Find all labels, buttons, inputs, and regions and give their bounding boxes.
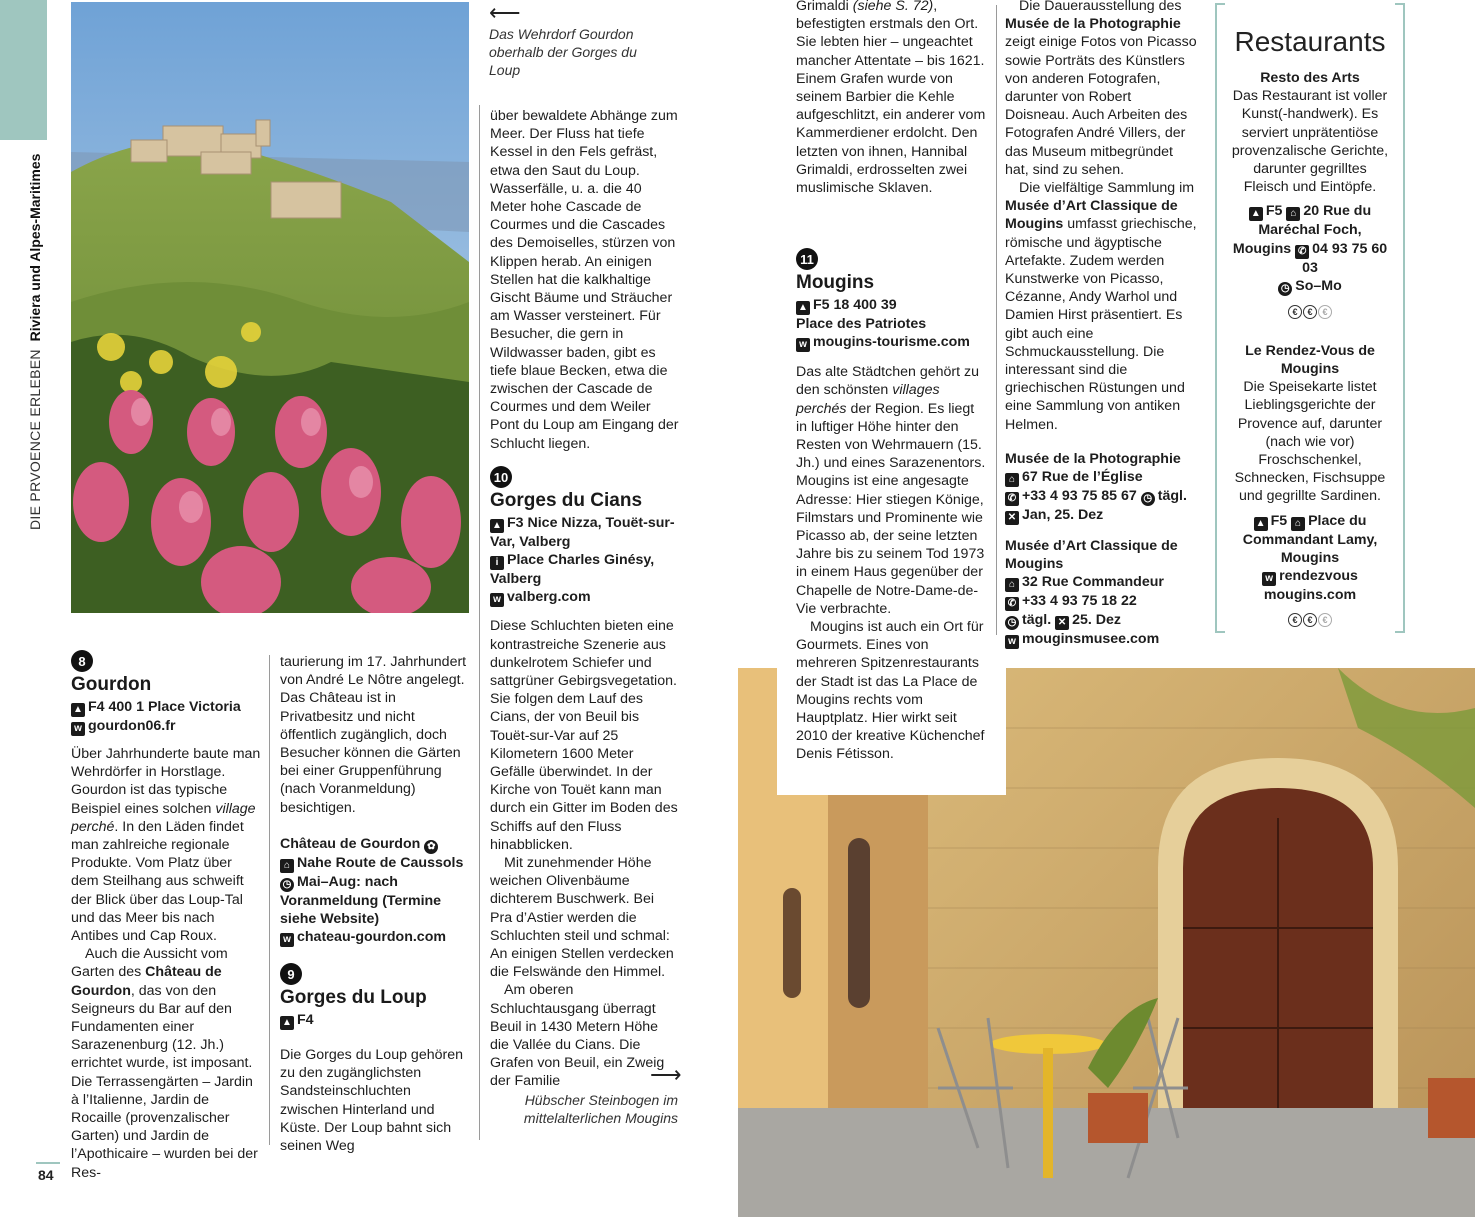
mougins-body: Das alte Städtchen gehört zu den schönsten villages perchés der Region. Es liegt in luftiger Höhe hinter den Resten von Wehrmauern (15. Jh.) und eines Sarazenentors. Mougins ist eine angesagte Adresse: Hier stiegen Könige, Filmstars und Prominente wie Picasso ab, der seine letzten Jahre bis zu seinem Tod 1973 in einem Haus gegenüber der Chapelle de Notre-Dame-de-Vie verbrachte. Mougins ist auch ein Ort für Gourmets. Eines von mehreren Spitzenrestaurants der Stadt ist das La Place de Mougins rechts vom Hauptplatz. Hier wirkt seit 2010 der kreative Küchenchef Denis Fétisson. (796, 364, 986, 763)
sidebar-vertical-label (24, 150, 46, 530)
clock-icon: ◷ (1005, 616, 1019, 630)
mougins-title: Mougins (796, 272, 875, 293)
column-divider (269, 655, 270, 1145)
classique-museum-name: Musée d’Art Classique de Mougins (1005, 538, 1178, 573)
map-grid-icon: ▲ (71, 703, 85, 717)
gourdon-number-badge: 8 (71, 650, 93, 672)
gorges-loup-info: ▲ F4 (280, 1011, 470, 1030)
photo-museum-name: Musée de la Photographie (1005, 450, 1181, 467)
address-icon: ⌂ (1286, 207, 1300, 221)
restaurants-box-bottom-left (1215, 631, 1225, 633)
restaurants-title: Restaurants (1234, 26, 1386, 57)
closed-icon: ✕ (1055, 616, 1069, 630)
restaurant-item (1217, 69, 1403, 320)
address-icon: ⌂ (1291, 517, 1305, 531)
web-icon: w (796, 338, 810, 352)
sidebar-region-label: Riviera und Alpes-Maritimes (27, 153, 43, 342)
gorges-cians-body-end: Grimaldi (siehe S. 72), befestigten erstmals den Ort. Sie lebten hier – ungeachtet mancher Attentate – bis 1621. Einem Grafen wurde von seinem Barbier die Kehle aufgeschlitzt, ein anderer vom Kammerdiener erdolcht. Den letzten von ihnen, Hannibal Grimaldi, erdrosselten zwei muslimische Sklaven. (796, 0, 986, 197)
restaurant-name: Le Rendez-Vous de Mougins (1245, 342, 1375, 378)
map-grid-icon: ▲ (796, 301, 810, 315)
gorges-cians-body: Diese Schluchten bieten eine kontrastreiche Szenerie aus dunkelrotem Schiefer und sattgrüner Gebirgsvegetation. Sie folgen dem Lauf des Cians, der von Beuil bis Touët-sur-Var auf 25 Kilometern 1600 Meter Gefälle überwindet. In der Kirche von Touët kann man durch ein Gitter im Boden des Schiffs auf den Fluss hinabblicken. Mit zunehmender Höhe weichen Olivenbäume dichterem Buschwerk. Bei Pra d’Astier werden die Schluchten steil und schmal: An einigen Stellen verdecken die Felswände den Himmel. Am oberen Schluchtausgang überragt Beuil in 1430 Metern Höhe die Vallée du Cians. Die Grafen von Beuil, ein Zweig der Familie (490, 618, 678, 1090)
restaurants-box-bottom-right (1395, 631, 1405, 633)
gourdon-website[interactable]: gourdon06.fr (88, 718, 176, 734)
chateau-gourdon-info: Château de Gourdon ✿ ⌂ Nahe Route de Caussols ◷ Mai–Aug: nach Voranmeldung (Termine siehe Website) w chateau-gourdon.com (280, 835, 464, 946)
restaurant-desc: Das Restaurant ist voller Kunst(-handwerk). Es serviert unprätentiöse provenzalische Gerichte, darunter gegrilltes Fleisch und Eintöpfe. (1231, 88, 1389, 196)
mougins-entry (796, 248, 988, 764)
garden-icon: ✿ (424, 840, 438, 854)
gourdon-entry (71, 650, 261, 1182)
map-grid-icon: ▲ (280, 1016, 294, 1030)
restaurant-name: Resto des Arts (1260, 70, 1360, 86)
sidebar-accent-block (0, 0, 47, 140)
restaurant-desc: Die Speisekarte listet Lieblingsgerichte der Provence auf, darunter (nach wie vor) Froschschenkel, Schnecken, Fischsuppe und gegrillte Sardinen. (1234, 379, 1386, 505)
restaurants-box (1215, 3, 1405, 633)
classique-museum-website[interactable]: mouginsmusee.com (1022, 631, 1160, 648)
web-icon: w (490, 593, 504, 607)
phone-icon: ✆ (1005, 597, 1019, 611)
gorges-cians-info: ▲ F3 Nice Nizza, Touët-sur-Var, Valberg i Place Charles Ginésy, Valberg w valberg.com (490, 515, 675, 606)
euro-icon: € (1303, 613, 1317, 627)
mougins-website[interactable]: mougins-tourisme.com (813, 334, 970, 351)
mougins-number-badge: 11 (796, 248, 818, 270)
gorges-loup-title: Gorges du Loup (280, 987, 427, 1008)
info-icon: i (490, 556, 504, 570)
caption-gourdon: Das Wehrdorf Gourdon oberhalb der Gorges du Loup (489, 26, 637, 78)
clock-icon: ◷ (1141, 492, 1155, 506)
restaurants-box-top-left (1215, 3, 1225, 5)
mougins-museums (1005, 0, 1198, 649)
photo-museum-info: Musée de la Photographie ⌂ 67 Rue de l’Église ✆ +33 4 93 75 85 67 ◷ tägl. ✕ Jan, 25. Dez (1005, 450, 1198, 525)
gorges-cians-title: Gorges du Cians (490, 490, 643, 511)
euro-icon: € (1288, 613, 1302, 627)
gourdon-entry-col2 (280, 653, 470, 947)
gorges-cians-number-badge: 10 (490, 466, 512, 488)
restaurant-item (1217, 342, 1403, 628)
gorges-cians-entry (490, 466, 680, 1091)
closed-icon: ✕ (1005, 511, 1019, 525)
page-number: 84 (38, 1167, 54, 1183)
gorges-cians-website[interactable]: valberg.com (507, 589, 591, 606)
web-icon: w (1005, 635, 1019, 649)
caption-mougins: Hübscher Steinbogen im mittelalterlichen Mougins (523, 1092, 678, 1126)
map-grid-icon: ▲ (490, 519, 504, 533)
map-grid-icon: ▲ (1254, 517, 1268, 531)
restaurant-info: ▲ F5 ⌂ Place du Commandant Lamy, Mougins w rendezvous mougins.com (1242, 512, 1378, 604)
address-icon: ⌂ (1005, 578, 1019, 592)
web-icon: w (280, 933, 294, 947)
mougins-museums-text: Die Dauerausstellung des Musée de la Photographie zeigt einige Fotos von Picasso sowie Porträts des Künstlers von anderen Fotografen, darunter von Robert Doisneau. Auch Arbeiten des Fotografen André Villers, der das Museum mitbegründet hat, sind zu sehen. Die vielfältige Sammlung im Musée d’Art Classique de Mougins umfasst griechische, römische und ägyptische Artefakte. Zudem werden Kunstwerke von Picasso, Cézanne, Andy Warhol und Damien Hirst präsentiert. Es gibt auch eine Schmuckausstellung. Die interessant sind die griechischen Rüstungen und eine Sammlung von antiken Helmen. (1005, 0, 1197, 433)
euro-icon: € (1288, 305, 1302, 319)
gorges-loup-entry (280, 963, 470, 1155)
page-number-rule (36, 1162, 60, 1164)
classique-museum-info: Musée d’Art Classique de Mougins ⌂ 32 Rue Commandeur ✆ +33 4 93 75 18 22 ◷ tägl. ✕ 25. Dez w mouginsmusee.com (1005, 537, 1198, 649)
price-rating (1229, 302, 1391, 320)
phone-icon: ✆ (1005, 492, 1019, 506)
closed-icon: ◷ (1278, 282, 1292, 296)
restaurant-info: ▲ F5 ⌂ 20 Rue du Maréchal Foch, Mougins ✆ 04 93 75 60 03 ◷ So–Mo (1232, 203, 1388, 294)
map-grid-icon: ▲ (1249, 207, 1263, 221)
gourdon-info: ▲ F4 400 1 Place Victoria w gourdon06.fr (71, 698, 261, 736)
gourdon-photo (71, 2, 469, 613)
euro-icon: € (1303, 305, 1317, 319)
column-divider (479, 105, 480, 1140)
gorges-loup-body-cont: über bewaldete Abhänge zum Meer. Der Fluss hat tiefe Kessel in den Fels gefräst, etwa den Saut du Loup. Wasserfälle, u. a. die 40 Meter hohe Cascade de Courmes und die Cascades des Demoiselles, stürzen von Klippen herab. An einigen Stellen hat die kalkhaltige Gischt Bäume und Sträucher am Wasser versteinert. Für Besucher, die gern in Wildwasser baden, gibt es tiefe blaue Becken, etwa die zwischen der Cascade de Courmes und dem Weiler Pont du Loup am Eingang der Schlucht liegen. (490, 108, 679, 452)
web-icon: w (1262, 572, 1276, 586)
address-icon: ⌂ (280, 859, 294, 873)
gorges-loup-number-badge: 9 (280, 963, 302, 985)
chateau-gourdon-website[interactable]: chateau-gourdon.com (297, 929, 446, 946)
euro-icon: € (1318, 613, 1332, 627)
phone-icon: ✆ (1295, 245, 1309, 259)
web-icon: w (71, 722, 85, 736)
caption-arrow-left-icon: ⟵ (489, 0, 521, 25)
euro-icon: € (1318, 305, 1332, 319)
gourdon-title: Gourdon (71, 674, 152, 695)
restaurant-website[interactable]: rendezvous mougins.com (1263, 568, 1358, 604)
caption-arrow-right-icon: ⟶ (650, 1062, 682, 1087)
gorges-loup-body: Die Gorges du Loup gehören zu den zugänglichsten Sandsteinschluchten zwischen Hinterland und Küste. Der Loup bahnt sich seinen Weg (280, 1047, 463, 1155)
gourdon-body: Über Jahrhunderte baute man Wehrdörfer in Horstlage. Gourdon ist das typische Beispiel eines solchen village perché. In den Läden findet man zahlreiche regionale Produkte. Vom Platz über dem Steilhang aus schweift der Blick über das Loup-Tal und das Meer bis nach Antibes und Cap Roux. Auch die Aussicht vom Garten des Château de Gourdon, das von den Seigneurs du Bar auf den Fundamenten einer Sarazenenburg (12. Jh.) errichtet wurde, ist imposant. Die Terrassengärten – Jardin à l’Italienne, Jardin de Rocaille (provenzalischer Garten) und Jardin de l’Apothicaire – wurden bei der Res- (71, 746, 261, 1181)
chateau-gourdon-name: Château de Gourdon (280, 835, 421, 852)
clock-icon: ◷ (280, 878, 294, 892)
column-divider (996, 5, 997, 635)
mougins-info: ▲ F5 18 400 39 Place des Patriotes w mougins-tourisme.com (796, 297, 970, 351)
price-rating (1229, 610, 1391, 628)
restaurants-box-top-right (1395, 3, 1405, 5)
address-icon: ⌂ (1005, 473, 1019, 487)
gourdon-body-cont: taurierung im 17. Jahrhundert von André Le Nôtre angelegt. Das Château ist in Privatbesitz und nicht öffentlich zugänglich, doch Besucher können die Gärten bei einer Gruppenführung (nach Voranmeldung) besichtigen. (280, 654, 467, 816)
sidebar-section-label: DIE PRVOENCE ERLEBEN (27, 349, 43, 530)
